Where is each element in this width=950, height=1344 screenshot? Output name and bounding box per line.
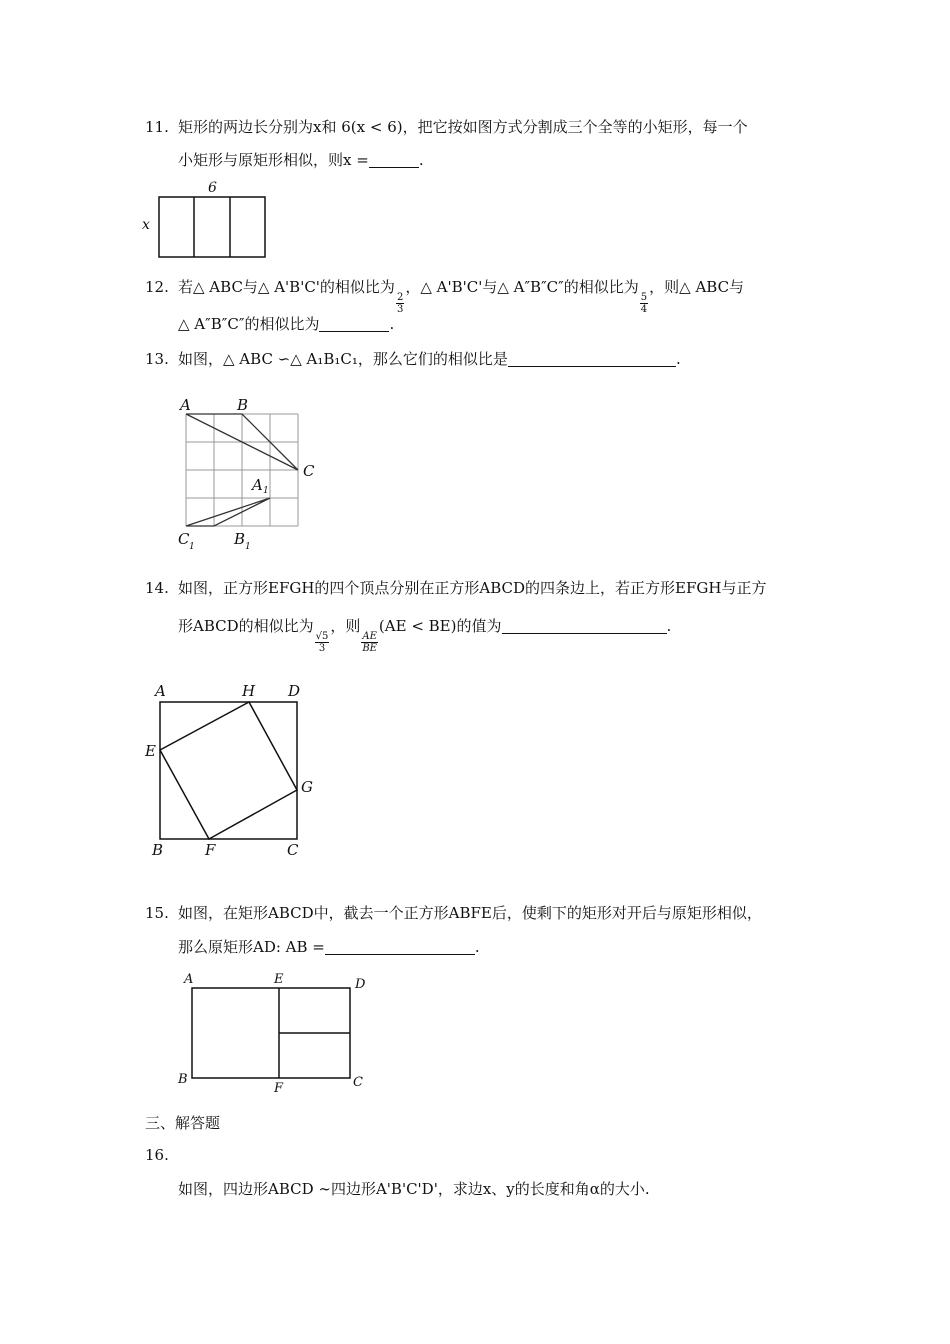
vertex-label-A1: A	[252, 476, 263, 494]
question-text: 如图，△ ABC ∽△ A₁B₁C₁，那么它们的相似比是 .	[178, 350, 681, 368]
vertex-label-A: A	[180, 396, 191, 414]
question-number: 11.	[145, 118, 169, 136]
question-text-line2: 形ABCD的相似比为 $\frac{√5}{3}$ ，则 $\frac{AE}{BE}$ (AE < BE)的值为 .	[178, 617, 672, 654]
vertex-label-D: D	[288, 682, 301, 700]
vertex-label-F: F	[274, 1081, 284, 1096]
question-text: 矩形的两边长分别为x和 6(x < 6)，把它按如图方式分割成三个全等的小矩形，每一个	[178, 118, 748, 136]
figure-q13-grid-triangles	[170, 392, 330, 557]
section-heading: 三、解答题	[145, 1114, 221, 1132]
fraction: $\frac{AE}{BE}$	[362, 631, 377, 654]
question-text-line2: △ A″B″C″的相似比为 .	[178, 315, 395, 333]
question-text: 如图，四边形ABCD ∼四边形A'B'C'D'，求边x、y的长度和角α的大小.	[178, 1180, 650, 1198]
vertex-label-C: C	[353, 1075, 363, 1090]
fraction: $\frac{5}{4}$	[640, 292, 648, 315]
vertex-label-G: G	[301, 778, 313, 796]
question-text: 若△ ABC与△ A'B'C'的相似比为 $\frac{2}{3}$ ，△ A'B'C'与△ A″B″C″的相似比为 $\frac{5}{4}$ ，则△ ABC与	[178, 278, 745, 315]
figure-q15-rectangle	[172, 968, 372, 1096]
figure-label: x	[142, 217, 150, 233]
question-number: 12.	[145, 278, 169, 296]
answer-blank[interactable]	[319, 315, 389, 332]
vertex-label-A: A	[155, 682, 166, 700]
vertex-label-E: E	[145, 742, 156, 760]
svg-text:1: 1	[245, 542, 251, 552]
vertex-label-B: B	[237, 396, 249, 414]
vertex-label-F: F	[205, 841, 216, 859]
vertex-label-B: B	[178, 1072, 188, 1087]
figure-q14-squares	[140, 680, 320, 860]
answer-blank[interactable]	[508, 350, 676, 367]
vertex-label-B1: B	[234, 530, 246, 548]
answer-blank[interactable]	[325, 938, 475, 955]
question-text-line2: 那么原矩形AD: AB = .	[178, 938, 480, 956]
svg-text:1: 1	[189, 542, 195, 552]
figure-label: 6	[208, 180, 217, 196]
svg-text:1: 1	[263, 486, 269, 496]
question-text: 如图，在矩形ABCD中，截去一个正方形ABFE后，使剩下的矩形对开后与原矩形相似，	[178, 904, 762, 922]
vertex-label-A: A	[184, 972, 194, 987]
answer-blank[interactable]	[502, 617, 667, 634]
question-number: 13.	[145, 350, 169, 368]
question-number: 15.	[145, 904, 169, 922]
vertex-label-E: E	[274, 972, 284, 987]
vertex-label-C1: C	[178, 530, 190, 548]
question-text-line2: 小矩形与原矩形相似，则x = .	[178, 151, 424, 169]
vertex-label-C: C	[303, 462, 315, 480]
question-number: 14.	[145, 579, 169, 597]
vertex-label-H: H	[242, 682, 256, 700]
question-number: 16.	[145, 1146, 169, 1164]
vertex-label-D: D	[355, 977, 366, 992]
question-text: 如图，正方形EFGH的四个顶点分别在正方形ABCD的四条边上，若正方形EFGH与正方	[178, 579, 767, 597]
fraction: $\frac{√5}{3}$	[315, 631, 329, 654]
figure-q11-rectangle	[138, 176, 278, 262]
vertex-label-B: B	[152, 841, 164, 859]
fraction: $\frac{2}{3}$	[396, 292, 404, 315]
vertex-label-C: C	[287, 841, 299, 859]
answer-blank[interactable]	[369, 151, 419, 168]
